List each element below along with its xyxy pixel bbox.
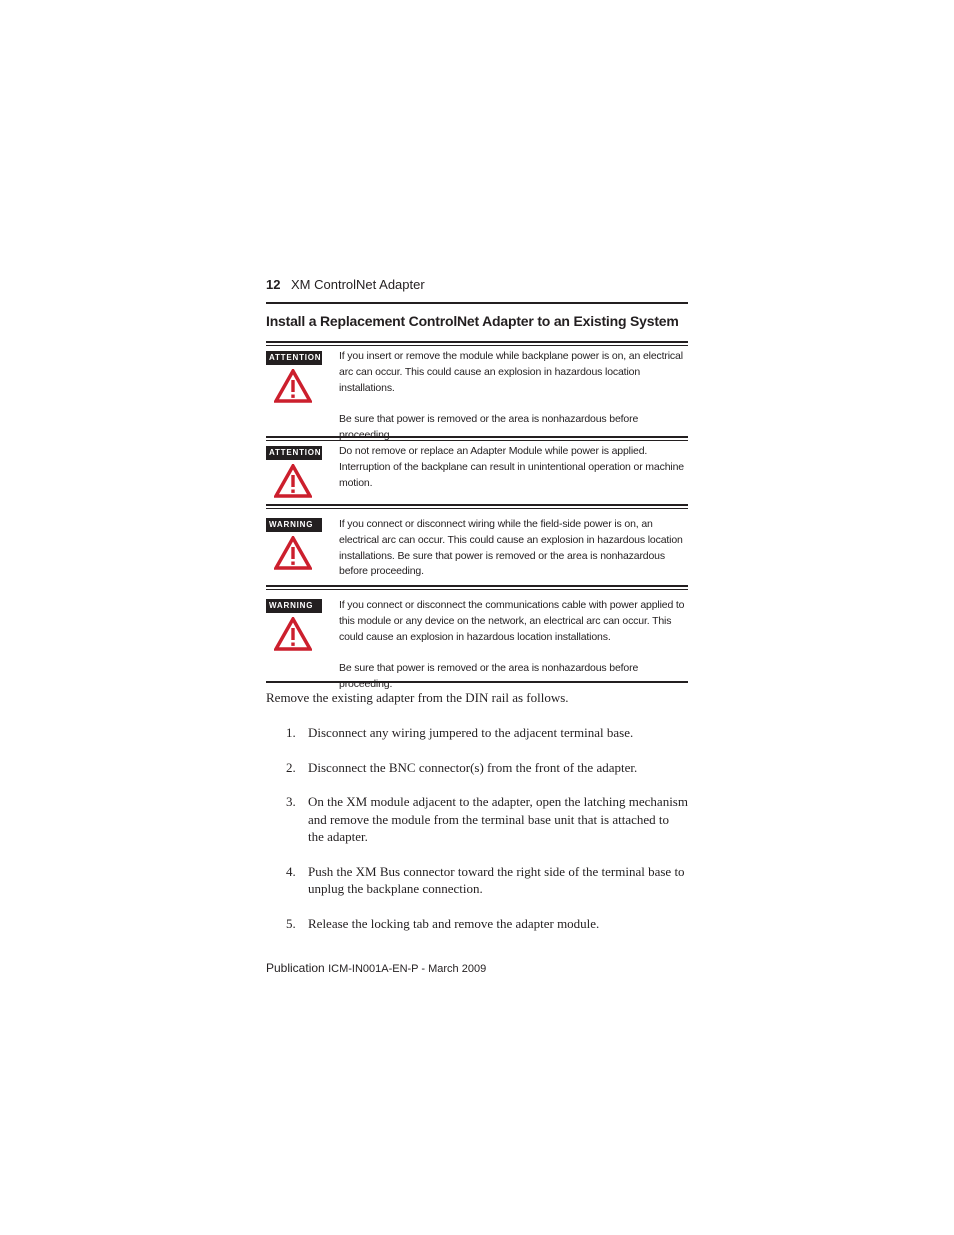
list-item bbox=[286, 759, 688, 777]
notice-text bbox=[339, 444, 691, 491]
notice-label: WARNING bbox=[266, 599, 322, 613]
warning-notice-1 bbox=[266, 504, 688, 586]
list-item bbox=[286, 793, 688, 846]
step-text: On the XM module adjacent to the adapter, open the latching mechanism and remove the module from the terminal base unit that is attached to the adapter. bbox=[308, 794, 688, 844]
notice-paragraph: Be sure that power is removed or the area is nonhazardous before proceeding. bbox=[339, 662, 639, 690]
notice-label: WARNING bbox=[266, 518, 322, 532]
notice-bottom-rule bbox=[266, 681, 688, 683]
step-number: 4. bbox=[286, 863, 296, 879]
section-title: Install a Replacement ControlNet Adapter to an Existing System bbox=[266, 313, 679, 329]
step-number: 1. bbox=[286, 725, 296, 740]
warning-triangle-icon bbox=[274, 536, 312, 570]
notice-paragraph: Do not remove or replace an Adapter Module while power is applied. Interruption of the backplane can result in unintentional operation or machine motion. bbox=[339, 445, 684, 489]
procedure-steps bbox=[286, 724, 688, 932]
list-item bbox=[286, 863, 688, 898]
step-text: Push the XM Bus connector toward the right side of the terminal base to unplug the backplane connection. bbox=[308, 863, 685, 896]
notice-paragraph: If you connect or disconnect wiring while the field-side power is on, an electrical arc can occur. This could cause an explosion in hazardous location installations. Be sure that power is removed or the area is nonhazardous before proceeding. bbox=[339, 518, 683, 578]
publication-code: ICM-IN001A-EN-P - March 2009 bbox=[328, 963, 487, 975]
notice-label: ATTENTION bbox=[266, 446, 322, 460]
list-item bbox=[286, 915, 688, 933]
page-number: 12 bbox=[266, 277, 281, 292]
notice-text bbox=[339, 598, 691, 693]
step-number: 2. bbox=[286, 759, 296, 775]
footer-label: Publication bbox=[266, 961, 325, 975]
step-number: 5. bbox=[286, 915, 296, 931]
notice-paragraph: If you connect or disconnect the communications cable with power applied to this module or any device on the network, an electrical arc can occur. This could cause an explosion in hazardous location installations. bbox=[339, 599, 685, 643]
page-header bbox=[266, 276, 688, 304]
notice-paragraph: Be sure that power is removed or the area is nonhazardous before proceeding. bbox=[339, 413, 639, 441]
running-title: XM ControlNet Adapter bbox=[291, 277, 425, 292]
step-text: Disconnect any wiring jumpered to the adjacent terminal base. bbox=[308, 725, 634, 740]
warning-triangle-icon bbox=[274, 464, 312, 498]
notice-label: ATTENTION bbox=[266, 351, 322, 365]
notice-text bbox=[339, 349, 691, 444]
page-footer bbox=[266, 961, 486, 975]
list-item bbox=[286, 724, 688, 742]
notice-paragraph: If you insert or remove the module while backplane power is on, an electrical arc can occur. This could cause an explosion in hazardous location installations. bbox=[339, 350, 683, 394]
warning-triangle-icon bbox=[274, 369, 312, 403]
intro-text: Remove the existing adapter from the DIN rail as follows. bbox=[266, 690, 569, 705]
attention-notice-1 bbox=[266, 341, 688, 441]
step-text: Disconnect the BNC connector(s) from the front of the adapter. bbox=[308, 759, 638, 775]
step-text: Release the locking tab and remove the adapter module. bbox=[308, 915, 600, 931]
notice-text bbox=[339, 517, 691, 580]
step-number: 3. bbox=[286, 794, 296, 809]
warning-triangle-icon bbox=[274, 617, 312, 651]
attention-notice-2 bbox=[266, 436, 688, 506]
warning-notice-2 bbox=[266, 585, 688, 690]
